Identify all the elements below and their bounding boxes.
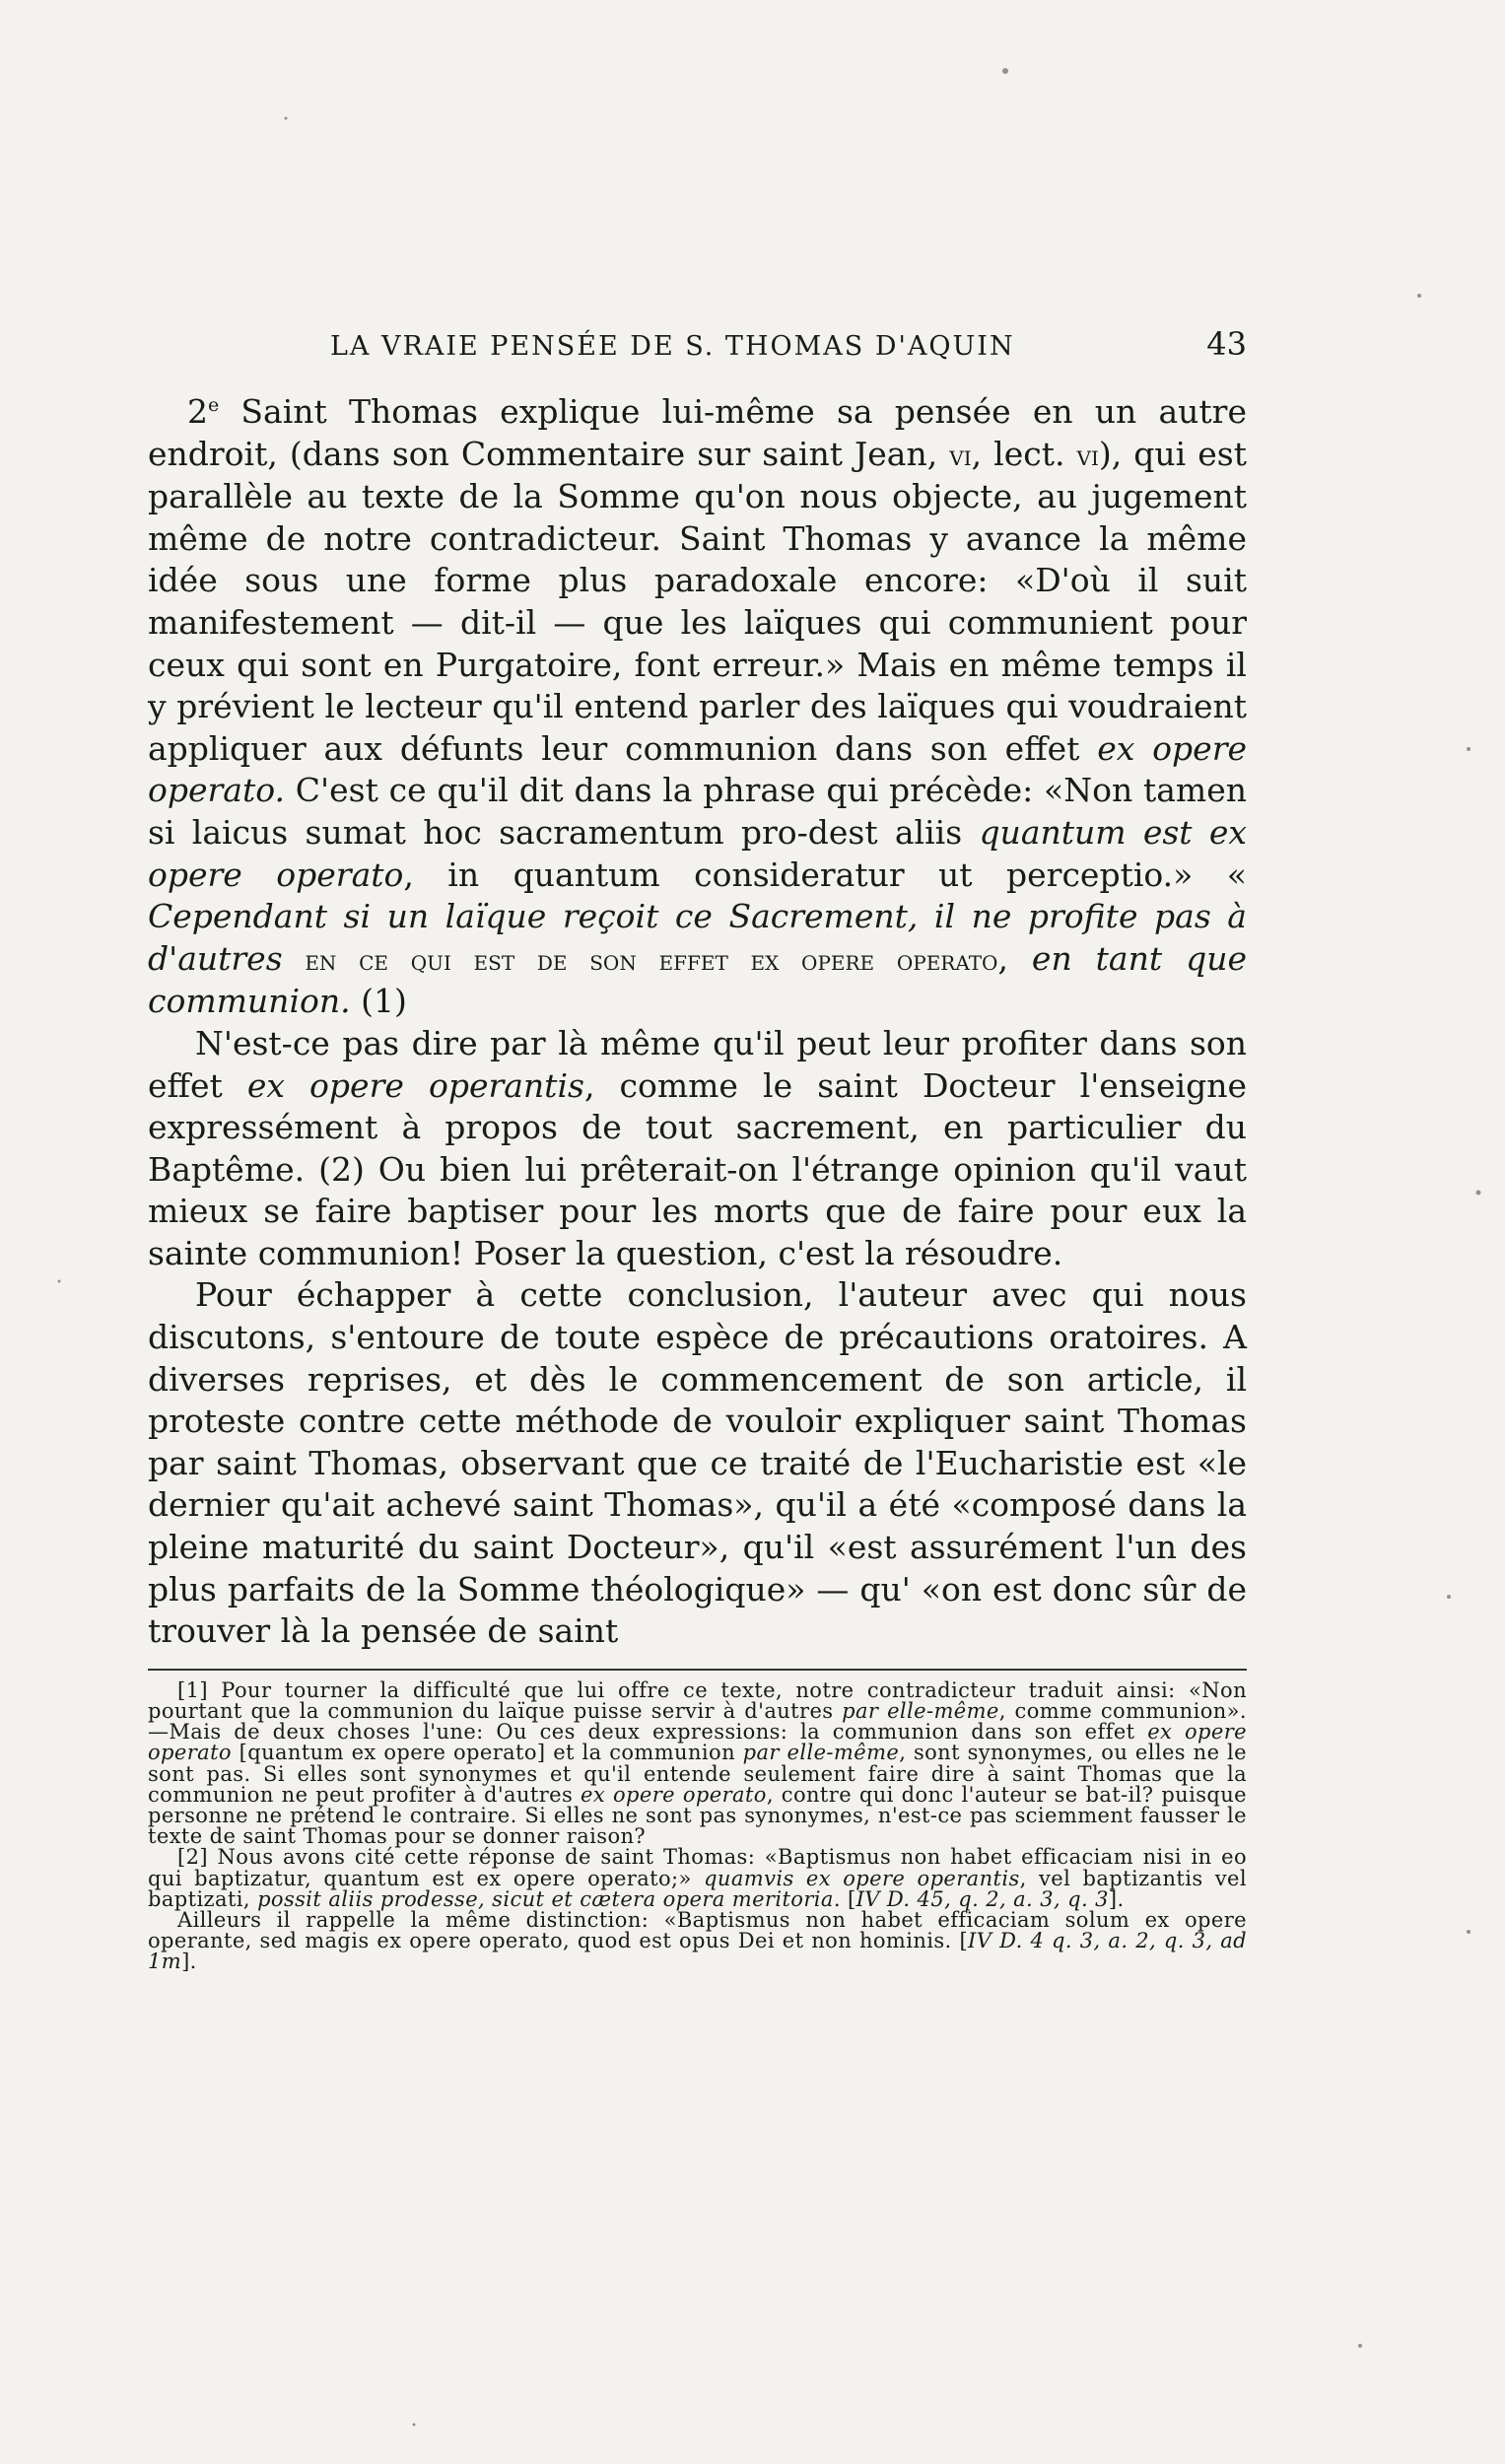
footnote-rule	[148, 1669, 1247, 1671]
book-page	[148, 325, 1247, 1973]
paragraph: 2e Saint Thomas explique lui-même sa pensée en un autre endroit, (dans son Commentaire sur saint Jean, vi, lect. vi), qui est parallèle au texte de la Somme qu'on nous objecte, au jugement même de notre contradicteur. Saint Thomas y avance la même idée sous une forme plus paradoxale encore: «D'où il suit manifestement — dit-il — que les laïques qui communient pour ceux qui sont en Purgatoire, font erreur.» Mais en même temps il y prévient le lecteur qu'il entend parler des laïques qui voudraient appliquer aux défunts leur communion dans son effet ex opere operato. C'est ce qu'il dit dans la phrase qui précède: «Non tamen si laicus sumat hoc sacramentum pro-dest aliis quantum est ex opere operato, in quantum consideratur ut perceptio.» « Cependant si un laïque reçoit ce Sacrement, il ne profite pas à d'autres en ce qui est de son effet ex opere operato, en tant que communion. (1)	[148, 392, 1247, 1021]
footnote-ref: (1)	[350, 982, 407, 1021]
footnotes	[148, 1677, 1248, 1974]
footnote-2-continued: Ailleurs il rappelle la même distinction: «Baptismus non habet efficaciam solum ex opere operante, sed magis ex opere operato, quod est opus Dei et non hominis. [IV D. 4 q. 3, a. 2, q. 3, ad 1m].	[148, 1908, 1247, 1974]
paragraph: N'est-ce pas dire par là même qu'il peut leur profiter dans son effet ex opere operantis, comme le saint Docteur l'enseigne expressément à propos de tout sacrement, en particulier du Baptême. (2) Ou bien lui prêterait-on l'étrange opinion qu'il vaut mieux se faire baptiser pour les morts que de faire pour eux la sainte communion! Poser la question, c'est la résoudre.	[148, 1023, 1247, 1272]
running-header	[148, 325, 1247, 363]
paragraph: Pour échapper à cette conclusion, l'auteur avec qui nous discutons, s'entoure de toute espèce de précautions oratoires. A diverses reprises, et dès le commencement de son article, il proteste contre cette méthode de vouloir expliquer saint Thomas par saint Thomas, observant que ce traité de l'Eucharistie est «le dernier qu'ait achevé saint Thomas», qu'il a été «composé dans la pleine maturité du saint Docteur», qu'il «est assurément l'un des plus parfaits de la Somme théologique» — qu' «on est donc sûr de trouver là la pensée de saint	[148, 1275, 1247, 1651]
page-number: 43	[1206, 325, 1247, 363]
footnote-1: [1] Pour tourner la difficulté que lui offre ce texte, notre contradicteur traduit ainsi: «Non pourtant que la communion du laïque puisse servir à d'autres par elle-même, comme communion».—Mais de deux choses l'une: Ou ces deux expressions: la communion dans son effet ex opere operato [quantum ex opere operato] et la communion par elle-même, sont synonymes, ou elles ne le sont pas. Si elles sont synonymes et qu'il entende seulement faire dire à saint Thomas que la communion ne peut profiter à d'autres ex opere operato, contre qui donc l'auteur se bat-il? puisque personne ne prétend le contraire. Si elles ne sont pas synonymes, n'est-ce pas sciemment fausser le texte de saint Thomas pour se donner raison?	[148, 1677, 1248, 1849]
main-text	[148, 384, 1247, 1653]
footnote-2: [2] Nous avons cité cette réponse de saint Thomas: «Baptismus non habet efficaciam nisi in eo qui baptizatur, quantum est ex opere operato;» quamvis ex opere operantis, vel baptizantis vel baptizati, possit aliis prodesse, sicut et cætera opera meritoria. [IV D. 45, q. 2, a. 3, q. 3].	[148, 1845, 1248, 1911]
running-title: LA VRAIE PENSÉE DE S. THOMAS D'AQUIN	[330, 331, 1015, 362]
